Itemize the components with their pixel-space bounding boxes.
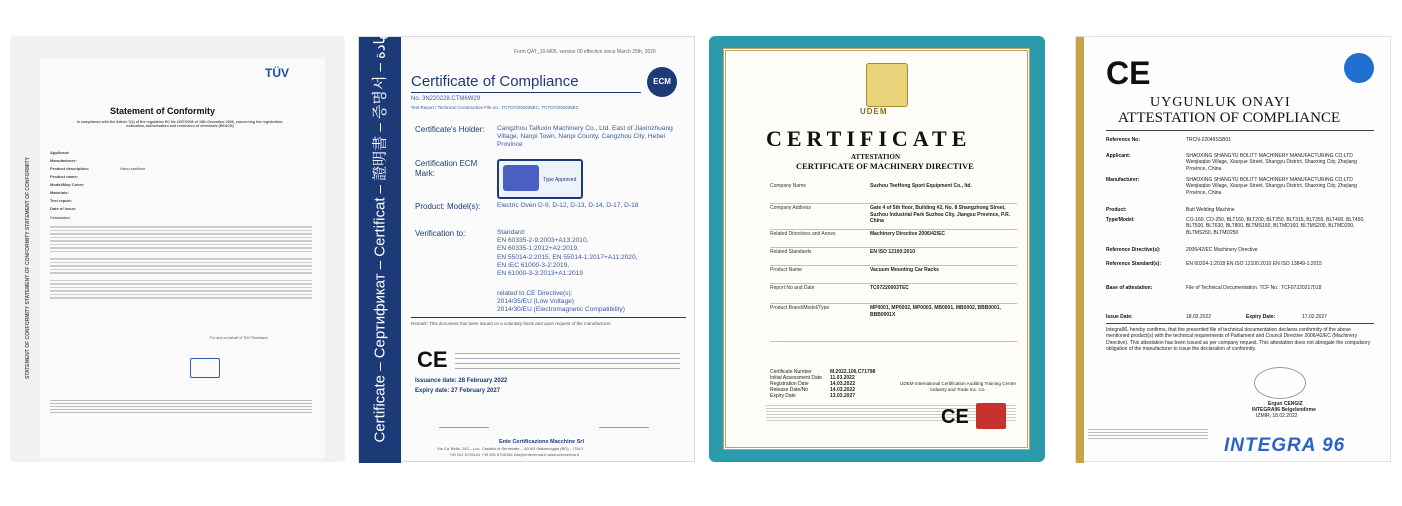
field-label: Materials:: [50, 190, 69, 195]
field-label: Type/Model:: [1106, 217, 1135, 223]
attestation-row: [770, 303, 1017, 341]
standards-list: [497, 229, 685, 278]
stamp-icon: [1254, 367, 1306, 399]
udem-crest-icon: [866, 63, 908, 107]
field-value: SHAOXING SHANGYU BOLITT MACHINERY MANUFACTURING CO.LTD Wenjiaqiao Village, Xiaoyue Street, Shangyu District, Shaoxing City, Zhejiang Province, China: [1186, 177, 1357, 196]
signer-text: UDEM International Certification Auditing Training Centre Industry and Trade Inc. Co.: [900, 381, 1016, 392]
date-value: 14.03.2022: [830, 381, 856, 387]
ce-mark-icon: CE: [941, 406, 969, 428]
ecm-logo-icon: ECM: [647, 67, 677, 97]
row-value: EN ISO 12100:2010: [870, 249, 916, 255]
date-rule: [1106, 323, 1374, 324]
row-label: Related Directives and Annex: [770, 231, 836, 237]
field-label: Model/Mep Cover:: [50, 182, 85, 187]
row-value: Suzhou TeeHong Sport Equipment Co., ltd.: [870, 183, 972, 189]
issue-date: 18.02.2022: [1186, 314, 1212, 320]
product-value: Electric Oven D-9, D-12, D-13, D-14, D-17, D-18: [497, 202, 639, 209]
row-label: Company Address: [770, 205, 811, 211]
footer-lines: [50, 398, 312, 415]
field-label: Manufacturer:: [50, 158, 77, 163]
date-value: 14.03.2022: [830, 387, 856, 393]
ce-mark-icon: CE: [417, 347, 448, 372]
field-label: Reference Directive(s):: [1106, 247, 1161, 253]
field-row: [50, 182, 310, 190]
row-value: MP0001, MP0002, MP0003, MB0001, MB0002, BBB0001, BBB0001X: [870, 305, 1001, 318]
footer-lines: [1088, 427, 1208, 441]
form-note: Form QAT_10-M05, version 00 effective since March 25th, 2020: [514, 49, 656, 55]
expiry-date: Expiry date: 27 February 2027: [415, 388, 501, 394]
certificate-title: Certificate of Compliance: [411, 73, 579, 90]
attestation-row: [770, 283, 1017, 303]
field-row: [50, 198, 310, 206]
field-label: Date of issue:: [50, 206, 77, 211]
body-text-lines: [50, 224, 312, 301]
integra-emblem-icon: [1344, 53, 1374, 83]
field-row: [50, 190, 310, 198]
section-rule: [411, 317, 686, 318]
verification-label: Verification to:: [415, 229, 466, 238]
field-label: Base of attestation:: [1106, 285, 1153, 291]
field-row: [50, 174, 310, 182]
date-value: M.2022.106.C71798: [830, 369, 876, 375]
footer-organization: Ente Certificazione Macchine Srl: [499, 439, 584, 445]
signature-right: [599, 405, 649, 428]
date-label: Initial Assessment Date: [770, 375, 822, 381]
row-label: Product Brand/Model/Type: [770, 305, 830, 311]
product-label: Product: Model(s):: [415, 202, 481, 211]
standard-line: EN 60335-2-9:2003+A13:2010,: [497, 237, 589, 245]
directives-list: [497, 290, 685, 315]
footer-contact: +39 051 6705141 +39 051 6705156 info@entecerma.it www.entecerma.it: [449, 452, 579, 457]
field-label: Reference Standard(s):: [1106, 261, 1162, 267]
standard-line: Standard:: [497, 229, 526, 236]
issue-label: Issue Date:: [1106, 314, 1133, 320]
intro-text: In compliance with the Article 7(2) of the regulation EC No 1907/2006 of 18th December 2006, concerning the registration, evaluation, authorisation and restriction of chemicals (REACH): [76, 120, 284, 129]
date-value: 13.03.2027: [830, 393, 856, 399]
field-list: [50, 150, 310, 214]
field-label: Product name:: [50, 174, 79, 179]
field-value: Butt Welding Machine: [1186, 207, 1235, 213]
attestation-heading: ATTESTATION: [851, 153, 901, 161]
directive-line: related to CE Directive(s):: [497, 290, 573, 297]
field-value: Hand sanitizer: [120, 166, 146, 171]
directive-heading: CERTIFICATE OF MACHINERY DIRECTIVE: [796, 161, 974, 171]
signer-place: IZMIR, 18.02.2022: [1256, 413, 1298, 419]
date-label: Certificate Number: [770, 369, 812, 375]
signer-name: Ergun CENGIZ: [1268, 401, 1303, 407]
document-title: Statement of Conformity: [110, 106, 216, 116]
title-english: ATTESTATION OF COMPLIANCE: [1118, 110, 1341, 126]
row-label: Company Name: [770, 183, 807, 189]
field-label: Test report:: [50, 198, 72, 203]
row-value: Machinery Directive 2006/42/EC: [870, 231, 946, 237]
expiry-label: Expiry Date:: [1246, 314, 1276, 320]
standard-line: EN 60335-1:2012+A2:2019,: [497, 245, 579, 253]
sign-label: For and on behalf of TÜV Rheinland: [210, 336, 268, 340]
certificate-heading: CERTIFICATE: [766, 126, 972, 151]
footer-address: Via Ca' Bella, 243 – Loc. Castello di Serravalle – 40053 Valsamoggia (BO) – ITALY: [437, 446, 584, 451]
udem-red-logo-icon: [976, 403, 1006, 429]
mark-image-icon: [503, 165, 539, 191]
field-value: CO-160, CO-250, BLT160, BLT200, BLT250, BLT315, BLT355, BLT400, BLT450, BLT500, BLT630, BLT800, BLTMS160, BLTMD160, BLTMS200, BLTMD200, BLTMS250, BLTMD250: [1186, 217, 1365, 236]
standard-line: EN IEC 61000-3-2:2019,: [497, 261, 570, 269]
udem-wordmark: UDEM: [860, 107, 888, 116]
field-value: File of Technical Documentation. TCF No.: TCF07220217018: [1186, 285, 1322, 291]
attestation-statement: Integra96, hereby confirms, that the presented file of technical documentation declares conformity of the above mentioned product(s) with the technical requirements of Parliament and Council Directive 2006/42/EC (Machinery Directive). This attestation has been issued as per company request. This attestation does not abrogate the compulsory obligation of the manufacturer to issue the declaration of conformity.: [1106, 327, 1371, 352]
ce-mark-icon: CE: [1106, 55, 1151, 91]
field-value: EN 60204-1:2018 EN ISO 12100:2010 EN ISO 13849-1:2015: [1186, 261, 1322, 267]
signature-left: [439, 405, 489, 428]
side-text: STATEMENT OF CONFORMITY STATEMENT OF CONFORMITY STATEMENT OF CONFORMITY: [25, 156, 31, 379]
standard-line: EN 55014-2:2015, EN 55014-1:2017+A11:2020,: [497, 253, 638, 261]
field-row: [50, 158, 310, 166]
attestation-row: [770, 229, 1017, 247]
title-rule: [1106, 130, 1374, 131]
field-label: Manufacturer:: [1106, 177, 1140, 183]
field-value: 2006/42/EC Machinery Directive: [1186, 247, 1258, 253]
integra96-attestation: [1075, 36, 1391, 462]
field-label: Applicant:: [50, 150, 70, 155]
row-divider: [770, 341, 1017, 342]
conclusion-label: Conclusion:: [50, 216, 71, 220]
field-row: [50, 150, 310, 158]
blue-side-band: [359, 20, 401, 463]
certificate-sheet: [723, 48, 1030, 450]
ce-text-lines: [455, 349, 680, 373]
field-label: Reference No:: [1106, 137, 1140, 143]
tuv-logo: TÜV: [265, 66, 289, 80]
field-label: Product description:: [50, 166, 90, 171]
expiry-date: 17.02.2027: [1302, 314, 1328, 320]
standard-line: EN 61000-3-3:2013+A1:2019: [497, 270, 583, 278]
tuv-stamp-icon: [190, 358, 220, 378]
signer-organization: INTEGRA96 Belgelendirme: [1252, 407, 1316, 413]
date-label: Registration Date: [770, 381, 809, 387]
certificate-number: No. 3N220228.CTM6W29: [411, 96, 481, 102]
directive-line: 2014/35/EU (Low Voltage): [497, 298, 574, 306]
attestation-row: [770, 203, 1017, 229]
row-value: Gate 4 of 5th floor, Building #2, No. 8 Shangzhong Street, Suzhou Industrial Park Suzhou City, Jiangsu Province, P.R. China: [870, 205, 1011, 224]
row-value: TC07220003TEC: [870, 285, 909, 291]
title-rule: [411, 92, 641, 93]
test-report: Test Report / Technical Construction File no.: TCT072202025EC, TCT072202025EC: [411, 105, 579, 110]
mark-badge-text: Type Approved: [543, 177, 577, 183]
field-value: SHAOXING SHANGYU BOLITT MACHINERY MANUFACTURING CO.LTD Wenjiaqiao Village, Xiaoyue Street, Shangyu District, Shaoxing City, Zhejiang Province, China: [1186, 153, 1357, 172]
holder-value: Cangzhou Taifuxin Machinery Co., Ltd. East of Jiaxinzhuang Village, Nanpi Town, Nanpi County, Cangzhou City, Hebei Province: [497, 125, 673, 149]
ecm-certificate-of-compliance: [358, 20, 695, 462]
date-row: [770, 393, 910, 399]
remark-text: Remark: This document has been issued on a voluntary basis and upon request of the manufacturer.: [411, 321, 612, 326]
dates-block: [770, 369, 910, 399]
holder-label: Certificate's Holder:: [415, 125, 485, 134]
issuance-date: Issuance date: 28 February 2022: [415, 378, 508, 384]
title-turkish: UYGUNLUK ONAYI: [1150, 95, 1291, 110]
field-row: [50, 206, 310, 214]
field-label: Applicant:: [1106, 153, 1131, 159]
gold-edge: [1076, 37, 1084, 463]
date-value: 11.03.2022: [830, 375, 855, 381]
row-value: Vacuum Mounting Car Racks: [870, 267, 939, 273]
udem-certificate: [709, 36, 1045, 462]
tuv-statement-certificate: [10, 36, 345, 462]
field-row: [50, 166, 310, 174]
row-label: Product Name: [770, 267, 802, 273]
side-band-text: Certificate – Сертификат – Certificat – 證明書 – 증명서 – شهادة: [371, 20, 389, 443]
field-label: Product:: [1106, 207, 1127, 213]
attestation-row: [770, 247, 1017, 265]
ecm-mark-badge: [497, 159, 583, 199]
document-page: [40, 58, 325, 458]
row-label: Report No and Date: [770, 285, 815, 291]
integra96-logo: INTEGRA 96: [1224, 435, 1346, 456]
side-strip: [18, 56, 30, 446]
date-label: Expiry Date: [770, 393, 796, 399]
attestation-row: [770, 181, 1017, 203]
field-value: TRCN-22049SSB01: [1186, 137, 1232, 143]
directive-line: 2014/30/EU (Electromagnetic Compatibility): [497, 306, 625, 314]
date-label: Release Date/No: [770, 387, 809, 393]
row-label: Related Standards: [770, 249, 812, 255]
attestation-row: [770, 265, 1017, 283]
mark-label: Certification ECM Mark:: [415, 159, 478, 178]
